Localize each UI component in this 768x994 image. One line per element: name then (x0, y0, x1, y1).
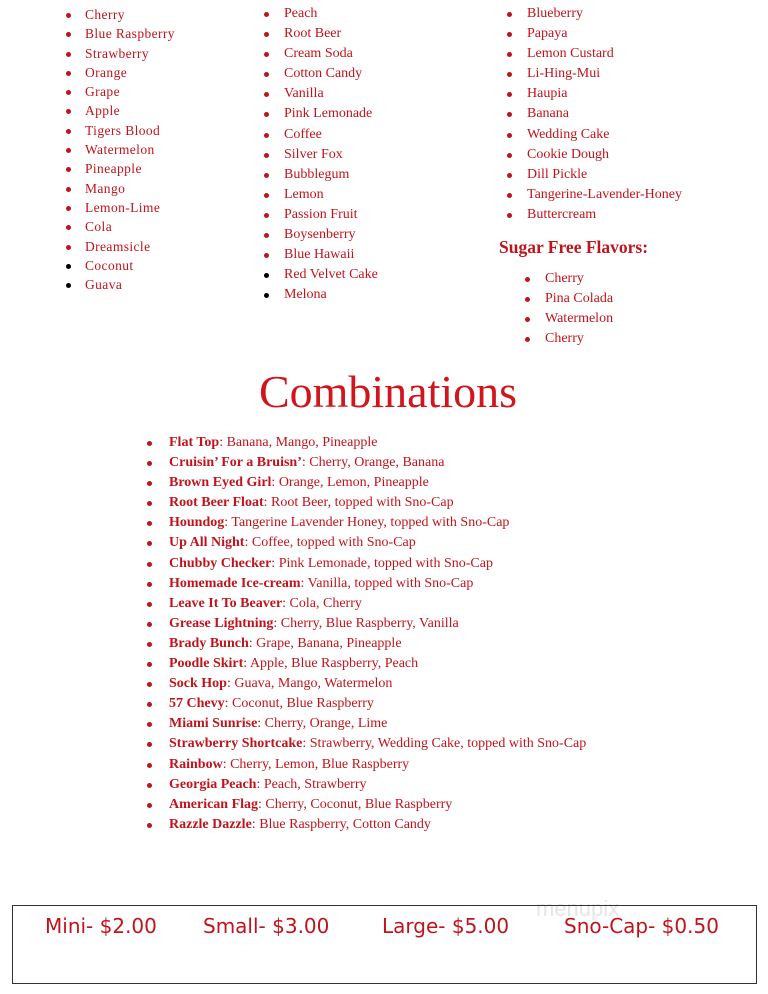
flavor-item (545, 309, 613, 329)
bullet-icon (264, 293, 269, 298)
bullet-icon (147, 642, 152, 647)
bullet-icon (147, 521, 152, 526)
combination-item (169, 533, 586, 553)
bullet-icon (147, 622, 152, 627)
combination-flavors: Vanilla, topped with Sno-Cap (307, 575, 474, 591)
flavor-item (284, 104, 378, 124)
combination-name: Strawberry Shortcake (169, 736, 303, 752)
flavor-label: Li-Hing-Mui (527, 66, 601, 82)
price-mini: Mini- $2.00 (45, 914, 157, 938)
bullet-icon (507, 112, 512, 117)
bullet-icon (66, 264, 71, 269)
separator: : (301, 455, 310, 471)
bullet-icon (66, 13, 71, 18)
combination-item (169, 734, 586, 754)
combination-item (169, 574, 586, 594)
flavor-label: Pink Lemonade (284, 106, 373, 122)
combination-item (169, 634, 586, 654)
flavor-item (284, 44, 378, 64)
flavor-item (545, 329, 613, 349)
bullet-icon (66, 109, 71, 114)
flavor-item (527, 205, 682, 225)
bullet-icon (66, 225, 71, 230)
flavor-item (527, 165, 682, 185)
flavor-label: Lemon-Lime (85, 199, 161, 215)
flavor-label: Watermelon (85, 142, 155, 158)
flavor-label: Strawberry (85, 45, 149, 61)
flavor-item (284, 145, 378, 165)
bullet-icon (507, 12, 512, 17)
bullet-icon (147, 662, 152, 667)
separator: : (256, 776, 264, 792)
bullet-icon (147, 702, 152, 707)
separator: : (226, 676, 235, 692)
flavor-item (284, 64, 378, 84)
bullet-icon (66, 90, 71, 95)
flavor-label: Pina Colada (545, 291, 614, 307)
separator: : (251, 816, 260, 832)
flavor-item (284, 4, 378, 24)
bullet-icon (147, 823, 152, 828)
separator: : (222, 756, 231, 772)
flavor-label: Coffee (284, 126, 322, 142)
combination-item (169, 775, 586, 795)
bullet-icon (507, 173, 512, 178)
combination-flavors: Guava, Mango, Watermelon (234, 676, 393, 692)
flavor-label: Mango (85, 180, 126, 196)
combination-flavors: Blue Raspberry, Cotton Candy (259, 816, 431, 832)
flavor-item (284, 285, 378, 305)
flavor-label: Melona (284, 287, 327, 303)
price-small: Small- $3.00 (203, 914, 330, 938)
flavor-label: Blueberry (527, 6, 583, 21)
combination-flavors: Coffee, topped with Sno-Cap (251, 535, 416, 551)
bullet-icon (66, 32, 71, 37)
combination-name: Rainbow (169, 756, 223, 772)
combination-flavors: Peach, Strawberry (263, 776, 367, 792)
bullet-icon (264, 52, 269, 57)
separator: : (224, 696, 233, 712)
bullet-icon (507, 193, 512, 198)
flavor-label: Bubblegum (284, 166, 350, 182)
flavor-label: Dill Pickle (527, 166, 588, 182)
bullet-icon (147, 602, 152, 607)
flavor-item (85, 82, 175, 101)
combination-item (169, 694, 586, 714)
combination-name: Grease Lightning (169, 615, 274, 631)
combination-name: 57 Chevy (169, 696, 225, 712)
flavor-label: Banana (527, 106, 569, 122)
bullet-icon (66, 52, 71, 57)
bullet-icon (147, 803, 152, 808)
separator: : (302, 736, 310, 752)
bullet-icon (525, 277, 530, 282)
flavor-item (85, 256, 175, 275)
separator: : (258, 796, 266, 812)
flavor-label: Peach (284, 6, 318, 21)
combination-item (169, 815, 586, 835)
flavor-item (284, 245, 378, 265)
flavor-item (527, 44, 682, 64)
combination-item (169, 795, 586, 815)
flavor-item (545, 289, 613, 309)
flavor-label: Cookie Dough (527, 146, 610, 162)
flavor-label: Papaya (527, 26, 568, 42)
bullet-icon (264, 213, 269, 218)
combination-item (169, 755, 586, 775)
combinations-list (169, 433, 586, 835)
separator: : (271, 555, 279, 571)
bullet-icon (507, 153, 512, 158)
combination-item (169, 433, 586, 453)
flavor-item (85, 275, 175, 294)
sugar-free-heading: Sugar Free Flavors: (499, 237, 649, 257)
flavor-item (527, 125, 682, 145)
flavor-item (527, 145, 682, 165)
combination-item (169, 473, 586, 493)
flavor-item (85, 24, 175, 43)
combination-name: Razzle Dazzle (169, 816, 252, 832)
flavor-label: Blue Hawaii (284, 247, 355, 263)
bullet-icon (264, 133, 269, 138)
combination-flavors: Cherry, Blue Raspberry, Vanilla (280, 615, 459, 631)
flavor-label: Cherry (85, 7, 125, 22)
combination-item (169, 674, 586, 694)
flavor-item (284, 185, 378, 205)
separator: : (248, 635, 257, 651)
combination-item (169, 554, 586, 574)
flavor-label: Pineapple (85, 161, 142, 177)
bullet-icon (525, 297, 530, 302)
flavor-label: Cotton Candy (284, 66, 363, 82)
separator: : (263, 495, 271, 511)
price-large: Large- $5.00 (382, 914, 510, 938)
combination-flavors: Cherry, Coconut, Blue Raspberry (265, 796, 453, 812)
flavor-item (284, 205, 378, 225)
flavor-item (527, 84, 682, 104)
flavor-item (85, 101, 175, 120)
flavor-item (85, 159, 175, 178)
separator: : (271, 475, 279, 491)
sugar-free-list (545, 269, 613, 349)
bullet-icon (147, 722, 152, 727)
separator: : (219, 435, 227, 450)
bullet-icon (264, 173, 269, 178)
combination-name: Georgia Peach (169, 776, 257, 792)
combination-flavors: Pink Lemonade, topped with Sno-Cap (278, 555, 493, 571)
bullet-icon (264, 32, 269, 37)
flavor-label: Lemon (284, 186, 324, 202)
bullet-icon (264, 72, 269, 77)
combination-flavors: Root Beer, topped with Sno-Cap (271, 495, 454, 511)
flavor-item (527, 4, 682, 24)
separator: : (243, 656, 250, 672)
combination-name: Poodle Skirt (169, 656, 244, 672)
bullet-icon (66, 187, 71, 192)
bullet-icon (147, 582, 152, 587)
flavor-item (284, 265, 378, 285)
flavor-item (85, 179, 175, 198)
bullet-icon (147, 541, 152, 546)
flavor-item (85, 140, 175, 159)
combination-name: Houndog (169, 515, 225, 531)
bullet-icon (525, 317, 530, 322)
bullet-icon (507, 92, 512, 97)
flavor-label: Coconut (85, 257, 134, 273)
separator: : (244, 535, 252, 551)
flavor-label: Dreamsicle (85, 238, 151, 254)
flavor-label: Tigers Blood (85, 122, 161, 138)
bullet-icon (264, 273, 269, 278)
price-sno-cap: Sno-Cap- $0.50 (564, 914, 719, 938)
combination-name: Brady Bunch (169, 635, 249, 651)
combination-item (169, 513, 586, 533)
bullet-icon (264, 253, 269, 258)
combination-name: Brown Eyed Girl (169, 475, 272, 491)
flavor-label: Haupia (527, 86, 568, 102)
flavor-label: Vanilla (284, 86, 324, 102)
flavor-label: Orange (85, 64, 128, 80)
combination-name: Chubby Checker (169, 555, 272, 571)
flavor-label: Guava (85, 277, 123, 293)
bullet-icon (264, 193, 269, 198)
combination-flavors: Tangerine Lavender Honey, topped with Sno-Cap (231, 515, 510, 531)
flavor-label: Root Beer (284, 26, 342, 42)
flavor-label: Watermelon (545, 311, 614, 327)
flavor-label: Red Velvet Cake (284, 267, 378, 283)
flavor-list-column-3 (527, 4, 682, 225)
separator: : (300, 575, 308, 591)
flavor-item (284, 165, 378, 185)
bullet-icon (264, 112, 269, 117)
flavor-list-column-2 (284, 4, 378, 305)
combination-flavors: Cherry, Orange, Banana (309, 455, 445, 471)
combination-name: American Flag (169, 796, 259, 812)
flavor-label: Wedding Cake (527, 126, 610, 142)
flavor-list-column-1 (85, 5, 175, 294)
separator: : (282, 595, 290, 611)
flavor-item (545, 269, 613, 289)
flavor-label: Cherry (545, 271, 584, 286)
combination-item (169, 714, 586, 734)
flavor-label: Cherry (545, 331, 584, 347)
flavor-item (85, 121, 175, 140)
flavor-label: Tangerine-Lavender-Honey (527, 186, 682, 202)
flavor-item (527, 24, 682, 44)
combination-name: Flat Top (169, 435, 220, 450)
combinations-heading: Combinations (258, 366, 518, 417)
combination-name: Sock Hop (169, 676, 227, 692)
combination-flavors: Strawberry, Wedding Cake, topped with Sno-Cap (309, 736, 587, 752)
flavor-label: Grape (85, 84, 120, 100)
combination-flavors: Cherry, Lemon, Blue Raspberry (230, 756, 410, 772)
bullet-icon (147, 783, 152, 788)
watermark-logo: menupix (536, 896, 620, 921)
combination-item (169, 654, 586, 674)
flavor-label: Apple (85, 103, 120, 119)
flavor-label: Cola (85, 219, 113, 235)
combination-name: Up All Night (169, 535, 245, 551)
combination-item (169, 493, 586, 513)
separator: : (224, 515, 232, 531)
combination-name: Homemade Ice-cream (169, 575, 301, 591)
combination-item (169, 594, 586, 614)
flavor-label: Silver Fox (284, 146, 343, 162)
flavor-item (527, 185, 682, 205)
bullet-icon (264, 153, 269, 158)
flavor-label: Buttercream (527, 206, 597, 222)
bullet-icon (147, 461, 152, 466)
combination-flavors: Coconut, Blue Raspberry (232, 696, 374, 712)
bullet-icon (264, 92, 269, 97)
flavor-label: Boysenberry (284, 227, 356, 243)
combination-name: Cruisin’ For a Bruisn’ (169, 455, 302, 471)
flavor-item (284, 84, 378, 104)
bullet-icon (66, 71, 71, 76)
bullet-icon (66, 148, 71, 153)
combination-flavors: Cherry, Orange, Lime (264, 716, 388, 732)
combination-item (169, 614, 586, 634)
bullet-icon (147, 441, 152, 446)
flavor-item (527, 64, 682, 84)
flavor-item (527, 104, 682, 124)
flavor-item (284, 24, 378, 44)
separator: : (273, 615, 281, 631)
bullet-icon (66, 245, 71, 250)
combination-name: Miami Sunrise (169, 716, 258, 732)
bullet-icon (507, 133, 512, 138)
flavor-item (85, 5, 175, 24)
bullet-icon (507, 213, 512, 218)
bullet-icon (147, 682, 152, 687)
flavor-item (85, 198, 175, 217)
flavor-label: Lemon Custard (527, 46, 614, 62)
bullet-icon (147, 742, 152, 747)
bullet-icon (147, 481, 152, 486)
flavor-item (85, 63, 175, 82)
flavor-item (284, 125, 378, 145)
combination-name: Root Beer Float (169, 495, 264, 511)
bullet-icon (147, 501, 152, 506)
bullet-icon (507, 32, 512, 37)
combination-item (169, 453, 586, 473)
flavor-item (284, 225, 378, 245)
flavor-item (85, 237, 175, 256)
flavor-item (85, 217, 175, 236)
combination-flavors: Cola, Cherry (289, 595, 362, 611)
bullet-icon (147, 562, 152, 567)
bullet-icon (264, 12, 269, 17)
separator: : (257, 716, 265, 732)
bullet-icon (66, 206, 71, 211)
bullet-icon (264, 233, 269, 238)
bullet-icon (507, 72, 512, 77)
flavor-label: Cream Soda (284, 46, 353, 62)
flavor-item (85, 44, 175, 63)
combination-flavors: Orange, Lemon, Pineapple (278, 475, 429, 491)
price-box (12, 905, 757, 984)
bullet-icon (147, 763, 152, 768)
flavor-label: Blue Raspberry (85, 26, 175, 42)
bullet-icon (66, 129, 71, 134)
combination-flavors: Apple, Blue Raspberry, Peach (249, 656, 419, 672)
bullet-icon (507, 52, 512, 57)
bullet-icon (66, 167, 71, 172)
combination-flavors: Grape, Banana, Pineapple (256, 635, 402, 651)
flavor-label: Passion Fruit (284, 206, 358, 222)
bullet-icon (525, 337, 530, 342)
bullet-icon (66, 283, 71, 288)
combination-name: Leave It To Beaver (169, 595, 283, 611)
combination-flavors: Banana, Mango, Pineapple (226, 435, 378, 450)
